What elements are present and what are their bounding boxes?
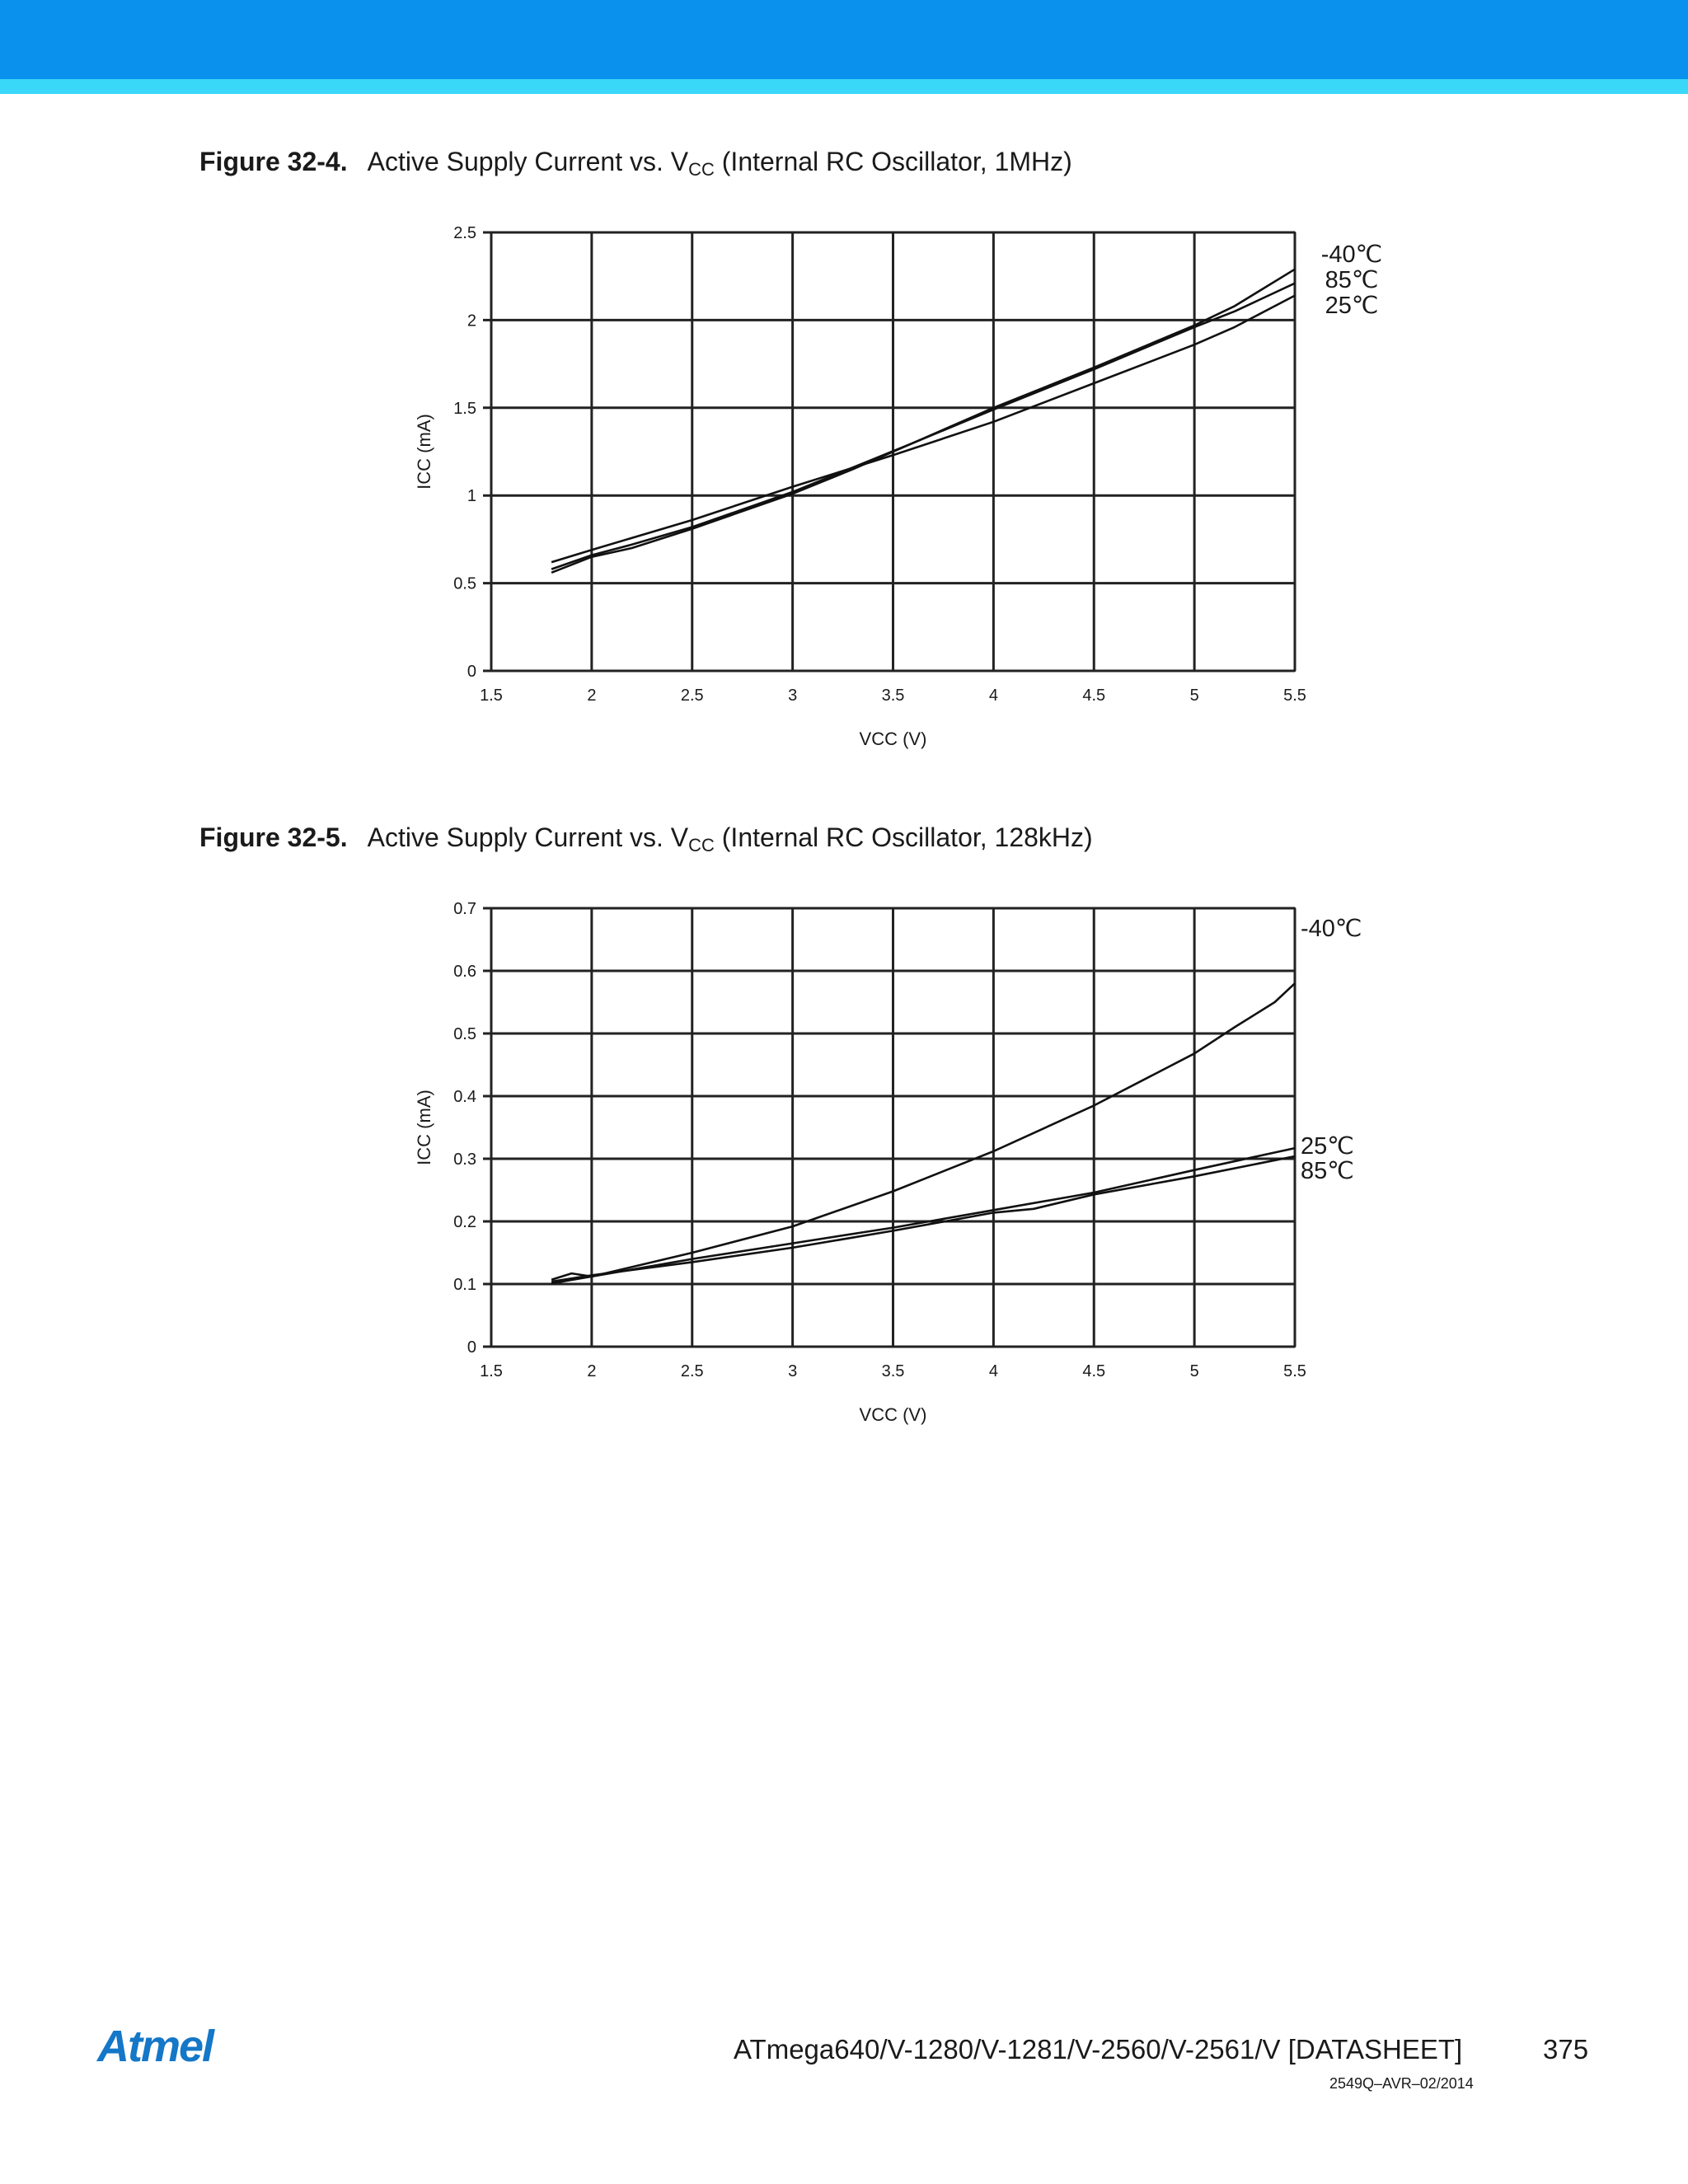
y-tick-label: 0 [467,663,476,681]
y-tick-label: 0.2 [453,1213,476,1231]
x-tick-label: 3.5 [881,1362,905,1380]
series-label: -40℃ [1320,241,1383,268]
x-tick-label: 5 [1189,1362,1199,1380]
x-tick-label: 5.5 [1283,1362,1306,1380]
y-tick-label: 0.4 [453,1088,476,1106]
series-line [551,983,1295,1280]
y-tick-label: 0.5 [453,1025,476,1043]
y-tick-label: 2.5 [453,224,476,242]
figure-number: Figure 32-5. [199,823,348,852]
series-line [551,284,1295,569]
y-tick-label: 1.5 [453,399,476,418]
y-tick-label: 0.6 [453,963,476,981]
series-label: 85℃ [1301,1158,1354,1184]
y-tick-label: 0.3 [453,1151,476,1169]
x-tick-label: 2 [587,687,597,705]
footer-title: ATmega640/V-1280/V-1281/V-2560/V-2561/V [DATASHEET] [734,2034,1463,2064]
x-tick-label: 4 [988,687,998,705]
document-code: 2549Q–AVR–02/2014 [1329,2075,1474,2092]
figure-title: Active Supply Current vs. $V_{CC}$ (Internal RC Oscillator, 1MHz) [367,147,1072,180]
chart-supply-current-128khz [0,890,1688,1451]
x-tick-label: 1.5 [480,1362,503,1380]
series-label: 25℃ [1301,1133,1354,1160]
y-tick-label: 1 [467,487,476,506]
y-axis-label: ICC (mA) [414,414,434,490]
atmel-logo: Atmel [97,2022,213,2071]
x-tick-label: 3 [788,1362,798,1380]
series-label: -40℃ [1301,916,1362,942]
y-tick-label: 2 [467,312,476,330]
x-tick-label: 4.5 [1082,1362,1106,1380]
x-tick-label: 2.5 [680,687,704,705]
y-tick-label: 0.7 [453,900,476,918]
figure-title: Active Supply Current vs. $V_{CC}$ (Internal RC Oscillator, 128kHz) [367,823,1093,855]
x-tick-label: 4 [988,1362,998,1380]
x-tick-label: 3.5 [881,687,905,705]
x-tick-label: 3 [788,687,798,705]
figure-number: Figure 32-4. [199,147,348,176]
x-tick-label: 2 [587,1362,597,1380]
x-tick-label: 5.5 [1283,687,1306,705]
x-tick-label: 1.5 [480,687,503,705]
x-tick-label: 2.5 [680,1362,704,1380]
y-tick-label: 0 [467,1338,476,1357]
series-line [551,1156,1295,1282]
series-line [551,1148,1295,1283]
header-stripe [0,79,1688,94]
x-tick-label: 5 [1189,687,1199,705]
y-tick-label: 0.5 [453,574,476,593]
x-tick-label: 4.5 [1082,687,1106,705]
y-axis-label: ICC (mA) [414,1090,434,1165]
series-label: 85℃ [1325,267,1379,293]
chart-supply-current-1mhz [0,214,1688,775]
series-label: 25℃ [1325,293,1379,319]
figure-caption [199,147,1072,180]
x-axis-label: VCC (V) [859,729,927,749]
page-number: 375 [1543,2034,1589,2064]
series-line [551,269,1295,573]
series-line [551,296,1295,562]
x-axis-label: VCC (V) [859,1404,927,1425]
y-tick-label: 0.1 [453,1276,476,1294]
figure-caption [199,823,1093,856]
header-bar [0,0,1688,79]
